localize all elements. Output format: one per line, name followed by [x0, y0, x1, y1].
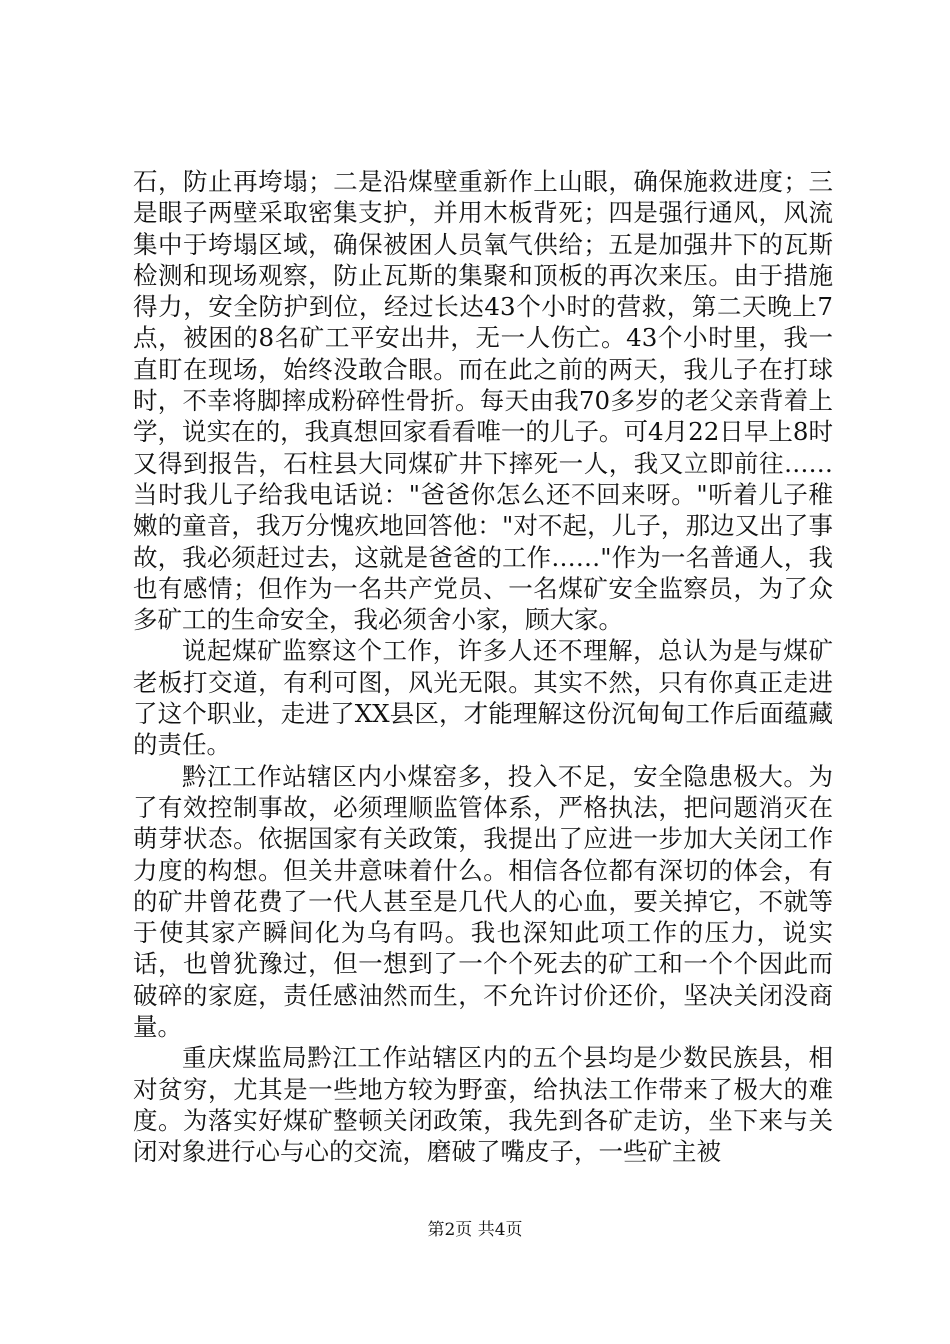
- page-number-label: 第2页 共4页: [427, 1220, 523, 1240]
- paragraph-2: 说起煤矿监察这个工作，许多人还不理解，总认为是与煤矿老板打交道，有利可图，风光无限。其实不然，只有你真正走进了这个职业，走进了XX县区，才能理解这份沉甸甸工作后面蕴藏的责任。: [133, 636, 833, 760]
- paragraph-1: 石，防止再垮塌；二是沿煤壁重新作上山眼，确保施救进度；三是眼子两壁采取密集支护，并用木板背死；四是强行通风，风流集中于垮塌区域，确保被困人员氧气供给；五是加强井下的瓦斯检测和现场观察，防止瓦斯的集聚和顶板的再次来压。由于措施得力，安全防护到位，经过长达43个小时的营救，第二天晚上7点，被困的8名矿工平安出井，无一人伤亡。43个小时里，我一直盯在现场，始终没敢合眼。而在此之前的两天，我儿子在打球时，不幸将脚摔成粉碎性骨折。每天由我70多岁的老父亲背着上学，说实在的，我真想回家看看唯一的儿子。可4月22日早上8时又得到报告，石柱县大同煤矿井下摔死一人，我又立即前往……当时我儿子给我电话说："爸爸你怎么还不回来呀。"听着儿子稚嫩的童音，我万分愧疚地回答他："对不起，儿子，那边又出了事故，我必须赶过去，这就是爸爸的工作……"作为一名普通人，我也有感情；但作为一名共产党员、一名煤矿安全监察员，为了众多矿工的生命安全，我必须舍小家，顾大家。: [133, 167, 833, 635]
- paragraph-3: 黔江工作站辖区内小煤窑多，投入不足，安全隐患极大。为了有效控制事故，必须理顺监管体系，严格执法，把问题消灭在萌芽状态。依据国家有关政策，我提出了应进一步加大关闭工作力度的构想。但关井意味着什么。相信各位都有深切的体会，有的矿井曾花费了一代人甚至是几代人的心血，要关掉它，不就等于使其家产瞬间化为乌有吗。我也深知此项工作的压力，说实话，也曾犹豫过，但一想到了一个个死去的矿工和一个个因此而破碎的家庭，责任感油然而生，不允许讨价还价，坚决关闭没商量。: [133, 761, 833, 1042]
- body-text: [133, 166, 833, 1168]
- paragraph-4: 重庆煤监局黔江工作站辖区内的五个县均是少数民族县，相对贫穷，尤其是一些地方较为野蛮，给执法工作带来了极大的难度。为落实好煤矿整顿关闭政策，我先到各矿走访，坐下来与关闭对象进行心与心的交流，磨破了嘴皮子，一些矿主被: [133, 1043, 833, 1167]
- page-footer: [0, 1215, 950, 1240]
